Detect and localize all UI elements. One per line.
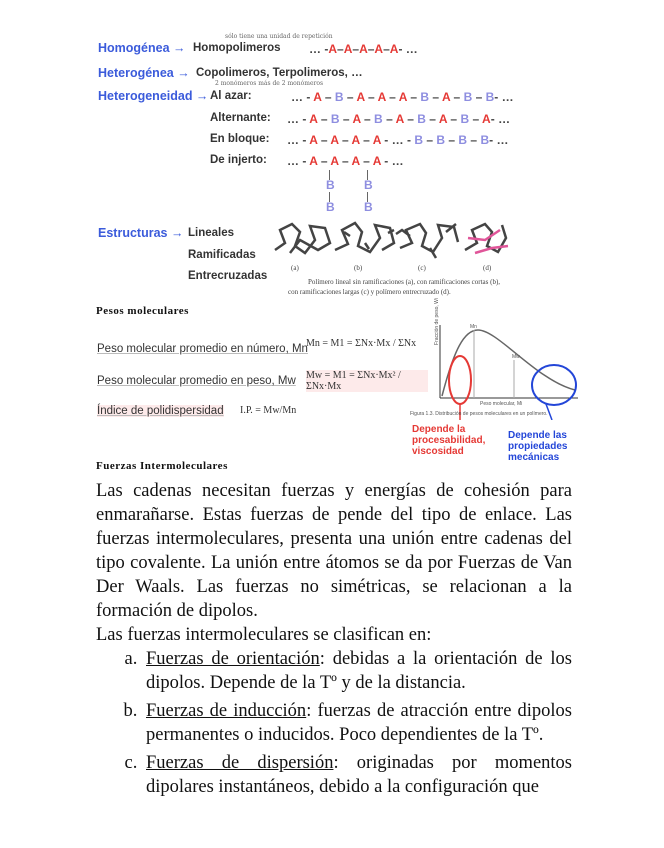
formula-mn: Mn = M1 = ΣNx·Mx / ΣNx <box>306 338 417 349</box>
paragraph: Las fuerzas intermoleculares se clasifican en: <box>96 625 432 645</box>
red-circle <box>449 356 471 404</box>
chain-alternante: … - A – B – A – B – A – B – A – B – A- … <box>287 112 511 126</box>
forces-list <box>96 647 572 799</box>
label-mw: Peso molecular promedio en peso, Mw <box>97 375 296 387</box>
definition: : originadas por momentos dipolares instantáneos, debido a la configuración que <box>146 753 572 797</box>
label-mn: Peso molecular promedio en número, Mn <box>97 343 308 355</box>
structure-ramificadas: Ramificadas <box>188 249 256 261</box>
formula-ip: I.P. = Mw/Mn <box>240 405 297 416</box>
graph-peak-mw: Mw <box>512 354 520 360</box>
formula-mw: Mw = M1 = ΣNx·Mx² / ΣNx·Mx <box>306 370 428 392</box>
category-heterogeneidad: Heterogeneidad → <box>98 89 209 103</box>
polymer-structures-figure <box>270 218 510 263</box>
structure-lineales: Lineales <box>188 227 235 239</box>
structures-caption: Polímero lineal sin ramificaciones (a), con ramificaciones cortas (b), con ramificaciones largas (c) y polímero entrecruzado (d). <box>288 278 501 296</box>
paragraph: Las cadenas necesitan fuerzas y energías de cohesión para enmarañarse. Estas fuerzas de pende del tipo de enlace. Las fuerzas intermoleculares, presenta una unión entre cadenas del tipo covalente. La unión entre átomos se da por Fuerzas de Van Der Waals. Las fuerzas no simétricas, se relacionan a la formación de dipolos. <box>96 481 572 621</box>
branch-b: B <box>364 200 373 214</box>
handwritten-note: 2 monómeros más de 2 monómeros <box>215 80 324 87</box>
annotation-mechanical: Depende las propiedades mecánicas <box>508 430 568 463</box>
list-item <box>142 751 572 799</box>
label-al-azar: Al azar: <box>210 90 252 102</box>
branch-b: B <box>364 178 373 192</box>
definition: : debidas a la orientación de los dipolos. Depende de la Tº y de la distancia. <box>146 649 572 693</box>
list-item <box>142 647 572 695</box>
term: Fuerzas de inducción <box>146 701 307 721</box>
distribution-curve <box>442 330 575 396</box>
chain-al-azar: … - A – B – A – A – A – B – A – B – B- … <box>291 90 514 104</box>
blue-circle <box>532 365 576 405</box>
chain-homopolimero: … -A–A–A–A–A- … <box>309 42 418 56</box>
annotation-processability: Depende la procesabilidad, viscosidad <box>412 424 486 457</box>
heading-fuerzas: Fuerzas Intermoleculares <box>96 460 228 472</box>
term: Fuerzas de dispersión <box>146 753 334 773</box>
figure-label: (b) <box>354 264 363 272</box>
graph-ylabel: Fracción de peso, Wi <box>434 298 440 345</box>
branch-b: B <box>326 178 335 192</box>
definition: : fuerzas de atracción entre dipolos permanentes o inducidos. Poco dependientes de la Tº. <box>146 701 572 745</box>
category-homogenea: Homogénea → <box>98 41 186 55</box>
heading-pesos-moleculares: Pesos moleculares <box>96 305 189 317</box>
label-ip: Índice de polidispersidad <box>97 405 224 417</box>
label-copolimeros: Copolimeros, Terpolimeros, … <box>196 67 363 79</box>
graph-peak-mn: Mn <box>470 324 477 330</box>
structure-entrecruzadas: Entrecruzadas <box>188 270 268 282</box>
label-alternante: Alternante: <box>210 112 271 124</box>
category-estructuras: Estructuras → <box>98 226 184 240</box>
label-homopolimeros: Homopolimeros <box>193 42 281 54</box>
term: Fuerzas de orientación <box>146 649 320 669</box>
list-item <box>142 699 572 747</box>
figure-label: (d) <box>483 264 492 272</box>
long-branched-polymer <box>396 224 458 258</box>
handwritten-note: sólo tiene una unidad de repetición <box>225 33 333 40</box>
body-text <box>96 479 572 803</box>
category-heterogenea: Heterogénea → <box>98 66 190 80</box>
chain-en-bloque: … - A – A – A – A - … - B – B – B – B- … <box>287 133 509 147</box>
graph-xlabel: Peso molecular, Mi <box>480 401 523 407</box>
label-en-bloque: En bloque: <box>210 133 270 145</box>
label-de-injerto: De injerto: <box>210 154 267 166</box>
chain-de-injerto: … - A – A – A – A - … <box>287 154 404 168</box>
branch-b: B <box>326 200 335 214</box>
graph-caption: Figura 1.3. Distribución de pesos moleculares en un polímero. <box>410 411 548 417</box>
figure-label: (a) <box>291 264 299 272</box>
figure-label: (c) <box>418 264 426 272</box>
branched-polymer <box>335 223 394 252</box>
linear-polymer <box>275 224 330 253</box>
